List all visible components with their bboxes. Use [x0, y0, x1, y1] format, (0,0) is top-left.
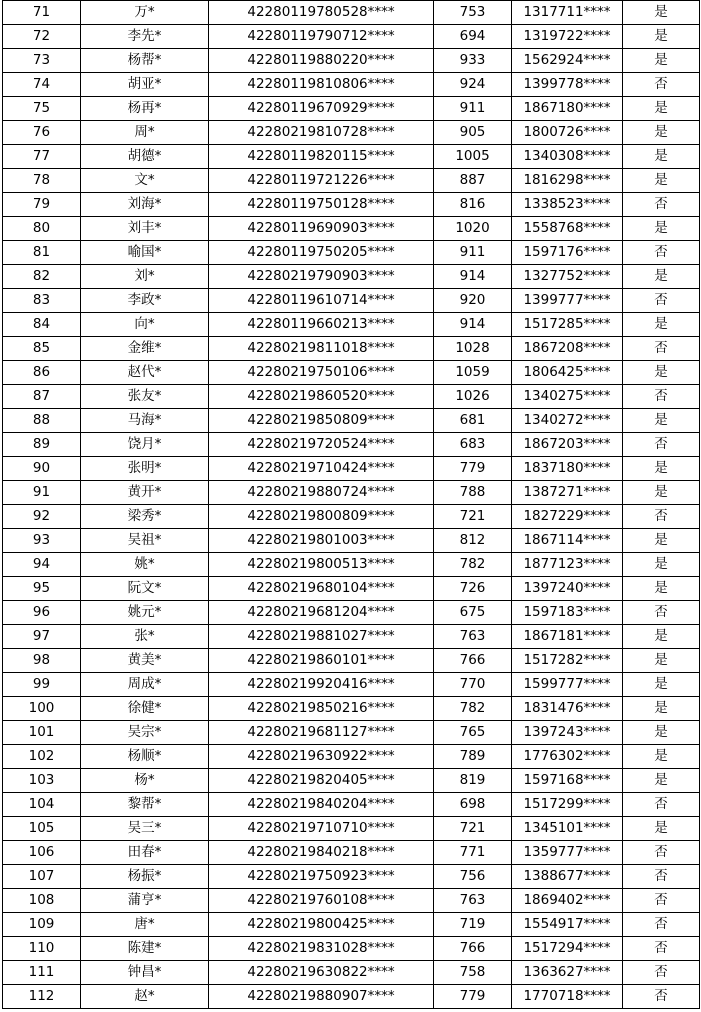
row-number-cell: 77	[3, 145, 81, 169]
table-row	[3, 169, 700, 193]
row-number-cell: 92	[3, 505, 81, 529]
table-row	[3, 433, 700, 457]
row-number-cell: 84	[3, 313, 81, 337]
score-cell: 766	[434, 649, 512, 673]
table-row	[3, 49, 700, 73]
name-cell: 周成*	[81, 673, 209, 697]
row-number-cell: 94	[3, 553, 81, 577]
row-number-cell: 104	[3, 793, 81, 817]
phone-cell: 1319722****	[512, 25, 623, 49]
row-number-cell: 101	[3, 721, 81, 745]
score-cell: 816	[434, 193, 512, 217]
id-number-cell: 42280219810728****	[209, 121, 434, 145]
score-cell: 681	[434, 409, 512, 433]
row-number-cell: 71	[3, 1, 81, 25]
score-cell: 721	[434, 505, 512, 529]
name-cell: 徐健*	[81, 697, 209, 721]
id-number-cell: 42280219880724****	[209, 481, 434, 505]
row-number-cell: 107	[3, 865, 81, 889]
score-cell: 719	[434, 913, 512, 937]
row-number-cell: 91	[3, 481, 81, 505]
id-number-cell: 42280219880907****	[209, 985, 434, 1009]
id-number-cell: 42280219850216****	[209, 697, 434, 721]
status-cell: 否	[623, 793, 700, 817]
name-cell: 吴宗*	[81, 721, 209, 745]
row-number-cell: 76	[3, 121, 81, 145]
id-number-cell: 42280219720524****	[209, 433, 434, 457]
table-row	[3, 361, 700, 385]
name-cell: 刘丰*	[81, 217, 209, 241]
row-number-cell: 87	[3, 385, 81, 409]
status-cell: 是	[623, 553, 700, 577]
phone-cell: 1597176****	[512, 241, 623, 265]
score-cell: 887	[434, 169, 512, 193]
id-number-cell: 42280219800425****	[209, 913, 434, 937]
name-cell: 姚元*	[81, 601, 209, 625]
status-cell: 是	[623, 529, 700, 553]
phone-cell: 1340275****	[512, 385, 623, 409]
status-cell: 是	[623, 745, 700, 769]
status-cell: 否	[623, 601, 700, 625]
table-row	[3, 505, 700, 529]
id-number-cell: 42280219881027****	[209, 625, 434, 649]
id-number-cell: 42280119880220****	[209, 49, 434, 73]
row-number-cell: 103	[3, 769, 81, 793]
score-cell: 905	[434, 121, 512, 145]
status-cell: 否	[623, 937, 700, 961]
table-row	[3, 673, 700, 697]
status-cell: 是	[623, 169, 700, 193]
score-cell: 758	[434, 961, 512, 985]
id-number-cell: 42280219681204****	[209, 601, 434, 625]
status-cell: 是	[623, 121, 700, 145]
score-cell: 933	[434, 49, 512, 73]
name-cell: 梁秀*	[81, 505, 209, 529]
row-number-cell: 93	[3, 529, 81, 553]
id-number-cell: 42280119750128****	[209, 193, 434, 217]
phone-cell: 1517285****	[512, 313, 623, 337]
score-cell: 1028	[434, 337, 512, 361]
table-row	[3, 265, 700, 289]
row-number-cell: 105	[3, 817, 81, 841]
table-row	[3, 889, 700, 913]
id-number-cell: 42280219860101****	[209, 649, 434, 673]
name-cell: 赵代*	[81, 361, 209, 385]
phone-cell: 1869402****	[512, 889, 623, 913]
id-number-cell: 42280219630922****	[209, 745, 434, 769]
status-cell: 否	[623, 289, 700, 313]
score-cell: 789	[434, 745, 512, 769]
id-number-cell: 42280119820115****	[209, 145, 434, 169]
table-row	[3, 913, 700, 937]
score-cell: 753	[434, 1, 512, 25]
name-cell: 田春*	[81, 841, 209, 865]
table-row	[3, 409, 700, 433]
name-cell: 吴祖*	[81, 529, 209, 553]
table-row	[3, 817, 700, 841]
score-cell: 763	[434, 625, 512, 649]
id-number-cell: 42280119690903****	[209, 217, 434, 241]
score-cell: 924	[434, 73, 512, 97]
phone-cell: 1388677****	[512, 865, 623, 889]
row-number-cell: 111	[3, 961, 81, 985]
phone-cell: 1397243****	[512, 721, 623, 745]
phone-cell: 1387271****	[512, 481, 623, 505]
id-number-cell: 42280119780528****	[209, 1, 434, 25]
table-row	[3, 625, 700, 649]
name-cell: 黎帮*	[81, 793, 209, 817]
row-number-cell: 99	[3, 673, 81, 697]
row-number-cell: 86	[3, 361, 81, 385]
name-cell: 万*	[81, 1, 209, 25]
name-cell: 胡德*	[81, 145, 209, 169]
phone-cell: 1517294****	[512, 937, 623, 961]
row-number-cell: 73	[3, 49, 81, 73]
phone-cell: 1599777****	[512, 673, 623, 697]
phone-cell: 1597168****	[512, 769, 623, 793]
score-cell: 726	[434, 577, 512, 601]
table-row	[3, 649, 700, 673]
name-cell: 杨帮*	[81, 49, 209, 73]
table-row	[3, 553, 700, 577]
id-number-cell: 42280119721226****	[209, 169, 434, 193]
row-number-cell: 79	[3, 193, 81, 217]
table-row	[3, 697, 700, 721]
name-cell: 钟昌*	[81, 961, 209, 985]
phone-cell: 1359777****	[512, 841, 623, 865]
id-number-cell: 42280119610714****	[209, 289, 434, 313]
status-cell: 是	[623, 1, 700, 25]
status-cell: 是	[623, 577, 700, 601]
row-number-cell: 109	[3, 913, 81, 937]
table-row	[3, 121, 700, 145]
id-number-cell: 42280219840218****	[209, 841, 434, 865]
status-cell: 否	[623, 961, 700, 985]
score-cell: 698	[434, 793, 512, 817]
id-number-cell: 42280119790712****	[209, 25, 434, 49]
phone-cell: 1340308****	[512, 145, 623, 169]
phone-cell: 1816298****	[512, 169, 623, 193]
name-cell: 李政*	[81, 289, 209, 313]
phone-cell: 1317711****	[512, 1, 623, 25]
status-cell: 是	[623, 49, 700, 73]
phone-cell: 1397240****	[512, 577, 623, 601]
status-cell: 是	[623, 217, 700, 241]
name-cell: 胡亚*	[81, 73, 209, 97]
table-row	[3, 193, 700, 217]
phone-cell: 1867208****	[512, 337, 623, 361]
table-row	[3, 745, 700, 769]
phone-cell: 1837180****	[512, 457, 623, 481]
phone-cell: 1867203****	[512, 433, 623, 457]
phone-cell: 1806425****	[512, 361, 623, 385]
table-row	[3, 841, 700, 865]
score-cell: 782	[434, 697, 512, 721]
name-cell: 张*	[81, 625, 209, 649]
row-number-cell: 75	[3, 97, 81, 121]
name-cell: 赵*	[81, 985, 209, 1009]
row-number-cell: 98	[3, 649, 81, 673]
id-number-cell: 42280219840204****	[209, 793, 434, 817]
id-number-cell: 42280119810806****	[209, 73, 434, 97]
table-row	[3, 97, 700, 121]
status-cell: 否	[623, 241, 700, 265]
table-row	[3, 961, 700, 985]
score-cell: 914	[434, 313, 512, 337]
row-number-cell: 74	[3, 73, 81, 97]
phone-cell: 1340272****	[512, 409, 623, 433]
id-number-cell: 42280219850809****	[209, 409, 434, 433]
id-number-cell: 42280219681127****	[209, 721, 434, 745]
data-table	[2, 0, 700, 1009]
phone-cell: 1399778****	[512, 73, 623, 97]
table-row	[3, 385, 700, 409]
name-cell: 刘海*	[81, 193, 209, 217]
phone-cell: 1776302****	[512, 745, 623, 769]
phone-cell: 1517282****	[512, 649, 623, 673]
score-cell: 812	[434, 529, 512, 553]
score-cell: 911	[434, 97, 512, 121]
name-cell: 唐*	[81, 913, 209, 937]
phone-cell: 1831476****	[512, 697, 623, 721]
row-number-cell: 82	[3, 265, 81, 289]
phone-cell: 1827229****	[512, 505, 623, 529]
name-cell: 周*	[81, 121, 209, 145]
id-number-cell: 42280219760108****	[209, 889, 434, 913]
name-cell: 吴三*	[81, 817, 209, 841]
status-cell: 是	[623, 697, 700, 721]
score-cell: 788	[434, 481, 512, 505]
name-cell: 刘*	[81, 265, 209, 289]
phone-cell: 1597183****	[512, 601, 623, 625]
table-row	[3, 1, 700, 25]
name-cell: 文*	[81, 169, 209, 193]
phone-cell: 1327752****	[512, 265, 623, 289]
status-cell: 否	[623, 193, 700, 217]
phone-cell: 1554917****	[512, 913, 623, 937]
status-cell: 否	[623, 505, 700, 529]
id-number-cell: 42280219860520****	[209, 385, 434, 409]
status-cell: 是	[623, 145, 700, 169]
row-number-cell: 83	[3, 289, 81, 313]
id-number-cell: 42280219811018****	[209, 337, 434, 361]
table-row	[3, 865, 700, 889]
row-number-cell: 78	[3, 169, 81, 193]
name-cell: 杨振*	[81, 865, 209, 889]
status-cell: 是	[623, 25, 700, 49]
id-number-cell: 42280219801003****	[209, 529, 434, 553]
phone-cell: 1517299****	[512, 793, 623, 817]
row-number-cell: 95	[3, 577, 81, 601]
phone-cell: 1363627****	[512, 961, 623, 985]
name-cell: 饶月*	[81, 433, 209, 457]
id-number-cell: 42280119660213****	[209, 313, 434, 337]
phone-cell: 1877123****	[512, 553, 623, 577]
row-number-cell: 88	[3, 409, 81, 433]
table-row	[3, 289, 700, 313]
table-row	[3, 241, 700, 265]
phone-cell: 1562924****	[512, 49, 623, 73]
score-cell: 766	[434, 937, 512, 961]
id-number-cell: 42280219710424****	[209, 457, 434, 481]
score-cell: 763	[434, 889, 512, 913]
status-cell: 否	[623, 865, 700, 889]
name-cell: 金维*	[81, 337, 209, 361]
score-cell: 675	[434, 601, 512, 625]
name-cell: 姚*	[81, 553, 209, 577]
status-cell: 是	[623, 625, 700, 649]
row-number-cell: 100	[3, 697, 81, 721]
table-row	[3, 337, 700, 361]
table-row	[3, 985, 700, 1009]
score-cell: 756	[434, 865, 512, 889]
score-cell: 819	[434, 769, 512, 793]
name-cell: 张友*	[81, 385, 209, 409]
row-number-cell: 81	[3, 241, 81, 265]
phone-cell: 1345101****	[512, 817, 623, 841]
score-cell: 765	[434, 721, 512, 745]
phone-cell: 1800726****	[512, 121, 623, 145]
row-number-cell: 108	[3, 889, 81, 913]
phone-cell: 1770718****	[512, 985, 623, 1009]
score-cell: 721	[434, 817, 512, 841]
row-number-cell: 89	[3, 433, 81, 457]
table-row	[3, 721, 700, 745]
table-row	[3, 481, 700, 505]
row-number-cell: 112	[3, 985, 81, 1009]
score-cell: 920	[434, 289, 512, 313]
table-body	[3, 1, 700, 1009]
status-cell: 是	[623, 817, 700, 841]
row-number-cell: 96	[3, 601, 81, 625]
id-number-cell: 42280219831028****	[209, 937, 434, 961]
row-number-cell: 106	[3, 841, 81, 865]
status-cell: 是	[623, 97, 700, 121]
status-cell: 是	[623, 721, 700, 745]
name-cell: 陈建*	[81, 937, 209, 961]
row-number-cell: 80	[3, 217, 81, 241]
table-row	[3, 793, 700, 817]
row-number-cell: 110	[3, 937, 81, 961]
id-number-cell: 42280219790903****	[209, 265, 434, 289]
score-cell: 911	[434, 241, 512, 265]
name-cell: 喻国*	[81, 241, 209, 265]
name-cell: 黄美*	[81, 649, 209, 673]
name-cell: 蒲亨*	[81, 889, 209, 913]
score-cell: 1026	[434, 385, 512, 409]
table-row	[3, 217, 700, 241]
table-row	[3, 529, 700, 553]
phone-cell: 1399777****	[512, 289, 623, 313]
row-number-cell: 102	[3, 745, 81, 769]
name-cell: 杨顺*	[81, 745, 209, 769]
name-cell: 杨再*	[81, 97, 209, 121]
id-number-cell: 42280219820405****	[209, 769, 434, 793]
name-cell: 阮文*	[81, 577, 209, 601]
row-number-cell: 72	[3, 25, 81, 49]
score-cell: 1005	[434, 145, 512, 169]
row-number-cell: 90	[3, 457, 81, 481]
row-number-cell: 97	[3, 625, 81, 649]
phone-cell: 1867180****	[512, 97, 623, 121]
id-number-cell: 42280219630822****	[209, 961, 434, 985]
status-cell: 是	[623, 769, 700, 793]
phone-cell: 1867181****	[512, 625, 623, 649]
table-row	[3, 601, 700, 625]
status-cell: 是	[623, 457, 700, 481]
status-cell: 否	[623, 841, 700, 865]
status-cell: 否	[623, 337, 700, 361]
table-row	[3, 457, 700, 481]
score-cell: 770	[434, 673, 512, 697]
status-cell: 是	[623, 481, 700, 505]
id-number-cell: 42280219800513****	[209, 553, 434, 577]
table-row	[3, 313, 700, 337]
table-row	[3, 937, 700, 961]
phone-cell: 1338523****	[512, 193, 623, 217]
id-number-cell: 42280219750923****	[209, 865, 434, 889]
status-cell: 否	[623, 433, 700, 457]
row-number-cell: 85	[3, 337, 81, 361]
name-cell: 杨*	[81, 769, 209, 793]
id-number-cell: 42280119750205****	[209, 241, 434, 265]
id-number-cell: 42280119670929****	[209, 97, 434, 121]
status-cell: 否	[623, 889, 700, 913]
id-number-cell: 42280219710710****	[209, 817, 434, 841]
score-cell: 779	[434, 457, 512, 481]
score-cell: 914	[434, 265, 512, 289]
status-cell: 是	[623, 409, 700, 433]
status-cell: 是	[623, 361, 700, 385]
status-cell: 否	[623, 385, 700, 409]
table-row	[3, 145, 700, 169]
phone-cell: 1867114****	[512, 529, 623, 553]
status-cell: 是	[623, 313, 700, 337]
status-cell: 是	[623, 673, 700, 697]
table-row	[3, 73, 700, 97]
status-cell: 否	[623, 985, 700, 1009]
id-number-cell: 42280219920416****	[209, 673, 434, 697]
name-cell: 黄开*	[81, 481, 209, 505]
table-row	[3, 577, 700, 601]
id-number-cell: 42280219800809****	[209, 505, 434, 529]
score-cell: 782	[434, 553, 512, 577]
score-cell: 771	[434, 841, 512, 865]
score-cell: 694	[434, 25, 512, 49]
name-cell: 张明*	[81, 457, 209, 481]
id-number-cell: 42280219680104****	[209, 577, 434, 601]
score-cell: 1059	[434, 361, 512, 385]
status-cell: 否	[623, 913, 700, 937]
table-row	[3, 25, 700, 49]
name-cell: 李先*	[81, 25, 209, 49]
score-cell: 1020	[434, 217, 512, 241]
id-number-cell: 42280219750106****	[209, 361, 434, 385]
name-cell: 马海*	[81, 409, 209, 433]
status-cell: 是	[623, 265, 700, 289]
status-cell: 是	[623, 649, 700, 673]
score-cell: 683	[434, 433, 512, 457]
name-cell: 向*	[81, 313, 209, 337]
score-cell: 779	[434, 985, 512, 1009]
status-cell: 否	[623, 73, 700, 97]
table-row	[3, 769, 700, 793]
phone-cell: 1558768****	[512, 217, 623, 241]
